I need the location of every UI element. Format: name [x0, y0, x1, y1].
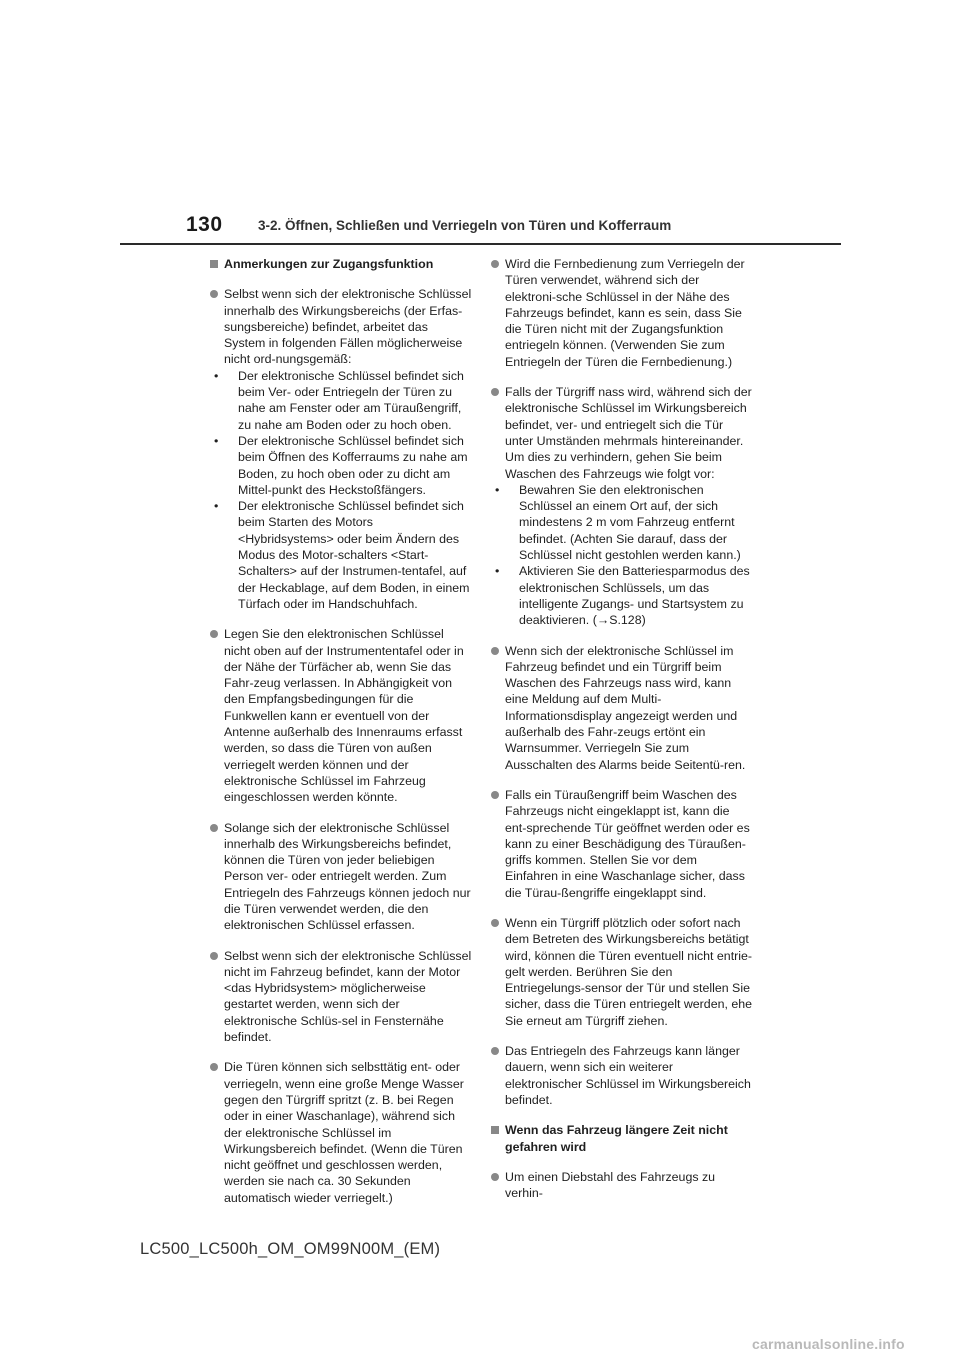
bullet-text: Wird die Fernbedienung zum Verriegeln der Türen verwendet, während sich der elektroni-sche Schlüssel in der Nähe des Fahrzeugs befindet, kann es sein, dass Sie die Türen nicht mit der Zugangsfunktion entriegeln können. (Verwenden Sie zum Entriegeln der Türen die Fernbedienung.)	[505, 257, 745, 369]
bullet-marker	[210, 820, 222, 836]
bullet-item	[491, 256, 753, 370]
circle-bullet-icon	[491, 791, 499, 799]
bullet-marker	[491, 915, 503, 931]
sub-bullet-icon: •	[214, 499, 219, 514]
bullet-item	[491, 1043, 753, 1108]
bullet-text: Legen Sie den elektronischen Schlüssel nicht oben auf der Instrumententafel oder in der Nähe der Türfächer ab, wenn Sie das Fahr-zeug verlassen. In Abhängigkeit von den Empfangsbedingungen für die Funkwellen kann er eventuell von der Antenne außerhalb des Innenraums erfasst werden, so dass die Türen von außen verriegelt werden können und der elektronische Schlüssel im Fahrzeug eingeschlossen werden könnte.	[224, 627, 464, 805]
bullet-text: Wenn ein Türgriff plötzlich oder sofort nach dem Betreten des Wirkungsbereichs betätigt wird, können die Türen eventuell nicht entrie-gelt werden. Berühren Sie den Entriegelungs-sensor der Tür und stellen Sie sicher, dass die Türen entriegelt werden, ehe Sie erneut am Türgriff ziehen.	[505, 915, 753, 1028]
circle-bullet-icon	[491, 919, 499, 927]
bullet-text: Selbst wenn sich der elektronische Schlüssel nicht im Fahrzeug befindet, kann der Motor <das Hybridsystem> möglicherweise gestartet werden, wenn sich der elektronische Schlüs-sel in Fensternähe befindet.	[224, 948, 472, 1045]
left-column	[210, 256, 472, 1220]
sub-list-text: Der elektronische Schlüssel befindet sich beim Öffnen des Kofferraums zu nahe am Boden, zu hoch oben oder zu dicht am Mittel-punkt des Heckstoßfängers.	[238, 433, 468, 497]
bullet-item	[210, 820, 472, 934]
circle-bullet-icon	[491, 1047, 499, 1055]
bullet-marker	[210, 256, 222, 272]
bullet-item	[491, 787, 753, 901]
heading-text: Wenn das Fahrzeug längere Zeit nicht gefahren wird	[505, 1123, 728, 1154]
section-heading	[210, 256, 472, 272]
section-heading	[491, 1122, 753, 1155]
sub-list-item	[491, 563, 753, 628]
circle-bullet-icon	[210, 824, 218, 832]
right-column	[491, 256, 753, 1215]
bullet-text: Um einen Diebstahl des Fahrzeugs zu verhin-	[505, 1169, 716, 1201]
bullet-item	[491, 384, 753, 628]
circle-bullet-icon	[491, 260, 499, 268]
bullet-text: Falls ein Türaußengriff beim Waschen des Fahrzeugs nicht eingeklappt ist, kann die ent-sprechende Tür geöffnet werden oder es kann zu einer Beschädigung des Türaußen-griffs kommen. Stellen Sie vor dem Einfahren in eine Waschanlage sicher, dass die Türau-ßengriffe eingeklappt sind.	[505, 787, 750, 900]
bullet-item	[491, 643, 753, 773]
bullet-marker	[210, 286, 222, 302]
bullet-marker	[210, 1059, 222, 1075]
circle-bullet-icon	[491, 1173, 499, 1181]
bullet-marker	[210, 948, 222, 964]
circle-bullet-icon	[210, 630, 218, 638]
header-divider	[120, 243, 841, 245]
bullet-marker	[491, 1122, 503, 1138]
bullet-item	[210, 286, 472, 612]
bullet-item	[210, 1059, 472, 1206]
circle-bullet-icon	[491, 647, 499, 655]
bullet-text: Solange sich der elektronische Schlüssel innerhalb des Wirkungsbereichs befindet, können die Türen von jeder beliebigen Person ver- oder entriegelt werden. Zum Entriegeln des Fahrzeugs können jedoch nur die Türen verwendet werden, die den elektronischen Schlüssel erfassen.	[224, 820, 471, 933]
bullet-text: Selbst wenn sich der elektronische Schlüssel innerhalb des Wirkungsbereichs (der Erfas-sungsbereiche) befindet, arbeitet das System in folgenden Fällen möglicherweise nicht ord-nungsgemäß:	[224, 287, 472, 367]
circle-bullet-icon	[210, 1063, 218, 1071]
sub-list-text: Der elektronische Schlüssel befindet sich beim Ver- oder Entriegeln der Türen zu nahe am Fenster oder am Türaußengriff, zu nahe am Boden oder zu hoch oben.	[238, 368, 464, 432]
sub-list-text: Aktivieren Sie den Batteriesparmodus des elektronischen Schlüssels, um das intelligente Zugangs- und Startsystem zu deaktivieren. (→S.128)	[519, 564, 750, 628]
sub-bullet-icon: •	[214, 368, 219, 383]
sub-list-item	[210, 433, 472, 498]
bullet-item	[210, 948, 472, 1046]
sub-list-item	[210, 368, 472, 433]
bullet-item	[210, 626, 472, 805]
bullet-item	[491, 1169, 753, 1202]
bullet-marker	[491, 256, 503, 272]
square-bullet-icon	[491, 1126, 499, 1134]
bullet-marker	[491, 787, 503, 803]
watermark[interactable]: carmanualsonline.info	[752, 1336, 905, 1352]
circle-bullet-icon	[210, 290, 218, 298]
sub-list-text: Der elektronische Schlüssel befindet sich beim Starten des Motors <Hybridsystems> oder beim Ändern des Modus des Motor-schalters <Start-Schalters> auf der Instrumen-tentafel, auf der Heckablage, auf dem Boden, in einem Türfach oder im Handschuhfach.	[238, 499, 470, 611]
bullet-item	[491, 915, 753, 1029]
sub-bullet-icon: •	[495, 564, 500, 579]
sub-list-item	[491, 482, 753, 563]
sub-list-item	[210, 498, 472, 612]
page-number: 130	[186, 213, 223, 236]
square-bullet-icon	[210, 260, 218, 268]
circle-bullet-icon	[210, 952, 218, 960]
bullet-text: Wenn sich der elektronische Schlüssel im Fahrzeug befindet und ein Türgriff beim Waschen des Fahrzeugs nass wird, kann eine Meldung auf dem Multi-Informationsdisplay angezeigt werden und außerhalb des Fahr-zeugs ertönt ein Warnsummer. Verriegeln Sie zum Ausschalten des Alarms beide Seitentü-ren.	[505, 643, 746, 772]
bullet-marker	[210, 626, 222, 642]
sub-bullet-icon: •	[214, 433, 219, 448]
bullet-text: Falls der Türgriff nass wird, während sich der elektronische Schlüssel im Wirkungsbereich befindet, ver- und entriegelt sich die Tür unter Umständen mehrmals hintereinander. Um dies zu verhindern, gehen Sie beim Waschen des Fahrzeugs wie folgt vor:	[505, 385, 752, 481]
page-header	[0, 0, 960, 250]
bullet-marker	[491, 643, 503, 659]
chapter-title: 3-2. Öffnen, Schließen und Verriegeln von Türen und Kofferraum	[258, 218, 672, 233]
sub-list-text: Bewahren Sie den elektronischen Schlüssel an einem Ort auf, der sich mindestens 2 m vom Fahrzeug entfernt befindet. (Achten Sie darauf, dass der Schlüssel nicht gestohlen werden kann.)	[519, 482, 741, 563]
heading-text: Anmerkungen zur Zugangsfunktion	[224, 257, 434, 271]
sub-bullet-icon: •	[495, 482, 500, 497]
bullet-marker	[491, 1043, 503, 1059]
bullet-text: Das Entriegeln des Fahrzeugs kann länger dauern, wenn sich ein weiterer elektronischer Schlüssel im Wirkungsbereich befindet.	[505, 1044, 751, 1107]
circle-bullet-icon	[491, 388, 499, 396]
footer-model-code: LC500_LC500h_OM_OM99N00M_(EM)	[140, 1240, 441, 1258]
bullet-marker	[491, 1169, 503, 1185]
bullet-marker	[491, 384, 503, 400]
bullet-text: Die Türen können sich selbsttätig ent- oder verriegeln, wenn eine große Menge Wasser gegen den Türgriff spritzt (z. B. bei Regen oder in einer Waschanlage), während sich der elektronische Schlüssel im Wirkungsbereich befindet. (Wenn die Türen nicht geöffnet und geschlossen werden, werden sie nach ca. 30 Sekunden automatisch wieder verriegelt.)	[224, 1060, 464, 1205]
